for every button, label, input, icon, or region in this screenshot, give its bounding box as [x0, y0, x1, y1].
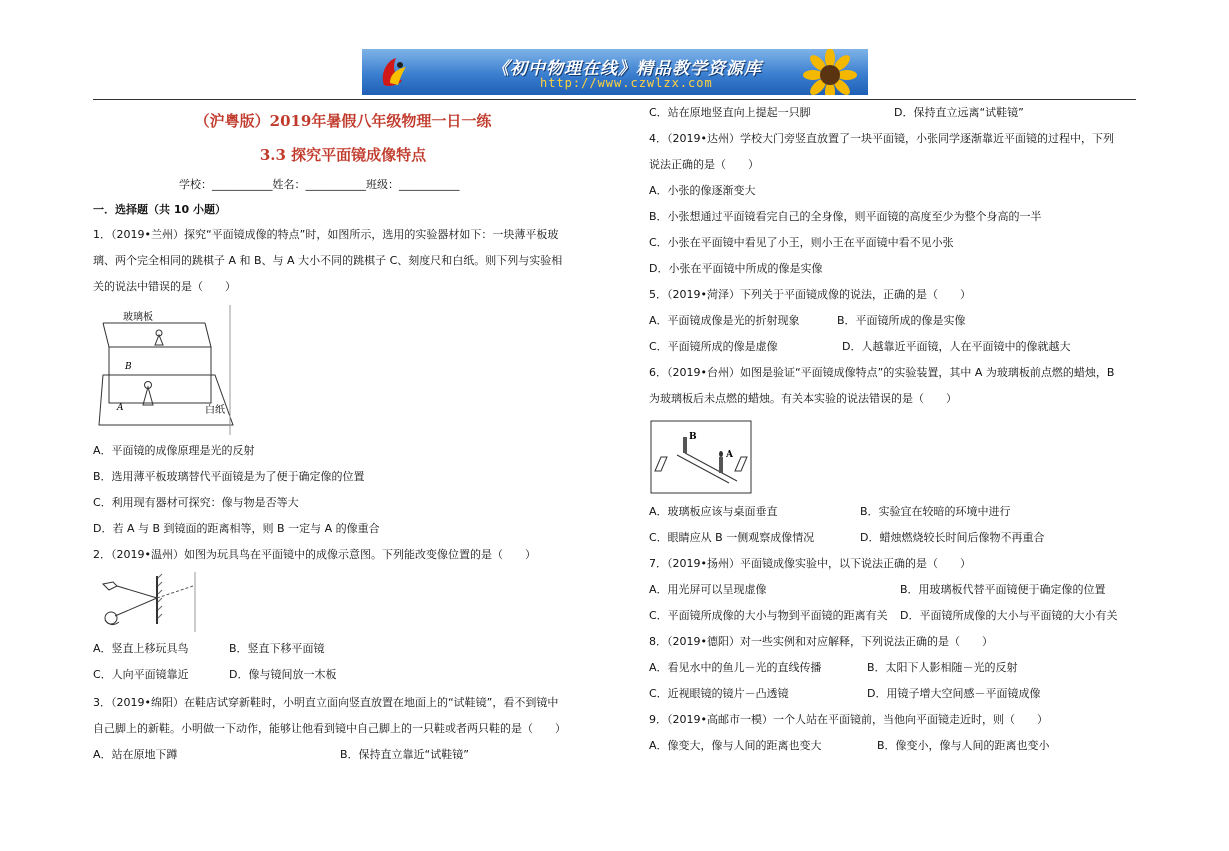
site-logo-icon — [376, 55, 410, 89]
q4-option-b: B．小张想通过平面镜看完自己的全身像，则平面镜的高度至少为整个身高的一半 — [649, 210, 1042, 223]
q1-fig-label-paper: 白纸 — [205, 405, 225, 416]
q5-option-c: C．平面镜所成的像是虚像 — [649, 340, 778, 353]
q7-option-c: C．平面镜所成像的大小与物到平面镜的距离有关 — [649, 609, 888, 622]
q1-fig-label-a: A — [117, 403, 124, 413]
q5-line-1: 5．（2019•菏泽）下列关于平面镜成像的说法，正确的是（ ） — [649, 288, 971, 301]
q6-option-a: A．玻璃板应该与桌面垂直 — [649, 505, 778, 518]
q1-fig-label-b: B — [125, 362, 132, 372]
header-banner — [362, 49, 868, 95]
sunflower-icon — [778, 49, 868, 95]
q1-option-b: B．选用薄平板玻璃替代平面镜是为了便于确定像的位置 — [93, 470, 365, 483]
q1-glass-plate-figure — [95, 305, 240, 435]
q2-option-c: C．人向平面镜靠近 — [93, 668, 189, 681]
q1-line-1: 1．（2019•兰州）探究“平面镜成像的特点”时，如图所示，选用的实验器材如下：一块薄平板玻 — [93, 228, 559, 241]
q5-option-a: A．平面镜成像是光的折射现象 — [649, 314, 800, 327]
q6-option-b: B．实验宜在较暗的环境中进行 — [860, 505, 1011, 518]
student-info-line: 学校：___________姓名：___________班级：___________ — [179, 178, 460, 191]
q1-line-2: 璃、两个完全相同的跳棋子 A 和 B、与 A 大小不同的跳棋子 C、刻度尺和白纸。则下列与实验相 — [93, 254, 563, 267]
q7-option-a: A．用光屏可以呈现虚像 — [649, 583, 767, 596]
q5-option-d: D．人越靠近平面镜，人在平面镜中的像就越大 — [842, 340, 1071, 353]
page-title: （沪粤版）2019年暑假八年级物理一日一练 — [194, 112, 492, 130]
section-heading: 一．选择题（共 10 小题） — [93, 203, 226, 216]
q6-line-2: 为玻璃板后未点燃的蜡烛。有关本实验的说法错误的是（ ） — [649, 392, 957, 405]
q9-option-b: B．像变小，像与人间的距离也变小 — [877, 739, 1050, 752]
q2-option-a: A．竖直上移玩具鸟 — [93, 642, 189, 655]
banner-url: http://www.czwlzx.com — [540, 76, 713, 90]
q7-option-d: D．平面镜所成像的大小与平面镜的大小有关 — [900, 609, 1118, 622]
q6-option-c: C．眼睛应从 B 一侧观察成像情况 — [649, 531, 815, 544]
q1-option-d: D．若 A 与 B 到镜面的距离相等，则 B 一定与 A 的像重合 — [93, 522, 380, 535]
q6-option-d: D．蜡烛燃烧较长时间后像物不再重合 — [860, 531, 1045, 544]
q2-option-d: D．像与镜间放一木板 — [229, 668, 337, 681]
banner-title: 《初中物理在线》精品教学资源库 — [492, 59, 762, 79]
q8-option-d: D．用镜子增大空间感－平面镜成像 — [867, 687, 1041, 700]
q1-fig-label-glass: 玻璃板 — [123, 312, 153, 323]
q1-line-3: 关的说法中错误的是（ ） — [93, 280, 236, 293]
q3-line-1: 3．（2019•绵阳）在鞋店试穿新鞋时，小明直立面向竖直放置在地面上的“试鞋镜”，看不到镜中 — [93, 696, 559, 709]
q3-option-b: B．保持直立靠近“试鞋镜” — [340, 748, 469, 761]
q3-option-a: A．站在原地下蹲 — [93, 748, 178, 761]
q4-line-1: 4．（2019•达州）学校大门旁竖直放置了一块平面镜，小张同学逐渐靠近平面镜的过程中，下列 — [649, 132, 1114, 145]
q4-option-c: C．小张在平面镜中看见了小王，则小王在平面镜中看不见小张 — [649, 236, 954, 249]
q8-option-c: C．近视眼镜的镜片－凸透镜 — [649, 687, 789, 700]
q1-option-a: A．平面镜的成像原理是光的反射 — [93, 444, 255, 457]
q6-fig-label-b: B — [689, 432, 697, 442]
q4-option-d: D．小张在平面镜中所成的像是实像 — [649, 262, 823, 275]
q2-option-b: B．竖直下移平面镜 — [229, 642, 325, 655]
q2-toy-bird-mirror-figure — [95, 572, 199, 632]
q9-option-a: A．像变大，像与人间的距离也变大 — [649, 739, 822, 752]
q4-line-2: 说法正确的是（ ） — [649, 158, 759, 171]
q6-line-1: 6．（2019•台州）如图是验证“平面镜成像特点”的实验装置，其中 A 为玻璃板前点燃的蜡烛，B — [649, 366, 1115, 379]
q8-line-1: 8．（2019•德阳）对一些实例和对应解释，下列说法正确的是（ ） — [649, 635, 993, 648]
q6-candle-apparatus-figure — [649, 417, 755, 495]
q8-option-a: A．看见水中的鱼儿－光的直线传播 — [649, 661, 822, 674]
q7-line-1: 7．（2019•扬州）平面镜成像实验中，以下说法正确的是（ ） — [649, 557, 971, 570]
q8-option-b: B．太阳下人影相随－光的反射 — [867, 661, 1018, 674]
q7-option-b: B．用玻璃板代替平面镜便于确定像的位置 — [900, 583, 1106, 596]
q3-option-c: C．站在原地竖直向上提起一只脚 — [649, 106, 811, 119]
q3-line-2: 自己脚上的新鞋。小明做一下动作，能够让他看到镜中自己脚上的一只鞋或者两只鞋的是（ ） — [93, 722, 566, 735]
q9-line-1: 9．（2019•高邮市一模）一个人站在平面镜前，当他向平面镜走近时，则（ ） — [649, 713, 1048, 726]
q4-option-a: A．小张的像逐渐变大 — [649, 184, 756, 197]
q1-option-c: C．利用现有器材可探究：像与物是否等大 — [93, 496, 299, 509]
header-divider — [93, 99, 1136, 100]
q6-fig-label-a: A — [726, 450, 733, 460]
q5-option-b: B．平面镜所成的像是实像 — [837, 314, 966, 327]
q2-line-1: 2．（2019•温州）如图为玩具鸟在平面镜中的成像示意图。下列能改变像位置的是（ ） — [93, 548, 536, 561]
q3-option-d: D．保持直立远离“试鞋镜” — [894, 106, 1024, 119]
page-subtitle: 3.3 探究平面镜成像特点 — [259, 146, 427, 164]
